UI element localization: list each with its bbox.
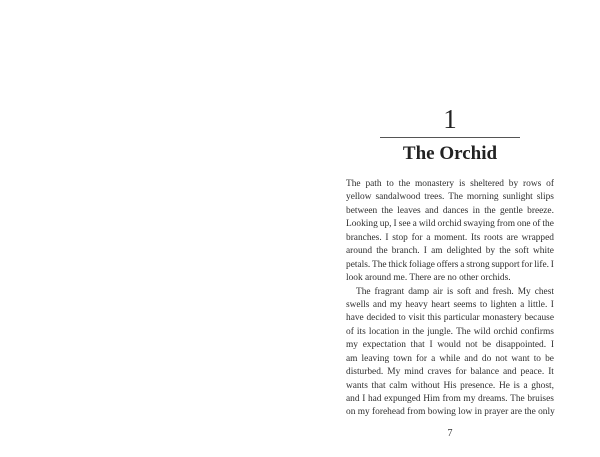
text-line: am leaving town for a while and do not want to be	[346, 353, 554, 364]
text-line: disturbed. My mind craves for balance and peace. It	[346, 367, 554, 378]
text-line: The fragrant damp air is soft and fresh. My chest	[356, 286, 554, 297]
text-line: of its location in the jungle. The wild orchid confirms	[346, 326, 554, 337]
text-line: Looking up, I see a wild orchid swaying from one of the	[346, 219, 554, 230]
chapter-title: The Orchid	[402, 143, 498, 164]
chapter-number: 1	[443, 104, 457, 134]
right-page	[300, 0, 600, 457]
text-line: yellow sandalwood trees. The morning sunlight slips	[346, 192, 554, 203]
text-line: wants that calm without His presence. He is a ghost,	[346, 380, 554, 391]
text-line: swells and my heavy heart seems to lighten a little. I	[346, 299, 554, 310]
text-line: my expectation that I would not be disappointed. I	[346, 340, 554, 351]
text-line: have decided to visit this particular monastery because	[346, 313, 554, 324]
text-line: between the leaves and dances in the gentle breeze.	[346, 205, 554, 216]
chapter-body-text	[346, 178, 554, 420]
text-line: around the branch. I am delighted by the soft white	[346, 246, 554, 257]
text-line: The path to the monastery is sheltered by rows of	[346, 179, 554, 189]
text-line: look around me. There are no other orchids.	[346, 273, 511, 284]
text-line: on my forehead from bowing low in prayer are the only	[346, 407, 555, 418]
text-line: petals. The thick foliage offers a strong support for life. I	[346, 259, 554, 270]
chapter-divider	[380, 137, 520, 138]
text-line: and I had expunged Him from my dreams. The bruises	[346, 394, 554, 404]
text-line: branches. I stop for a moment. Its roots are wrapped	[346, 232, 554, 243]
page-number: 7	[447, 428, 453, 439]
